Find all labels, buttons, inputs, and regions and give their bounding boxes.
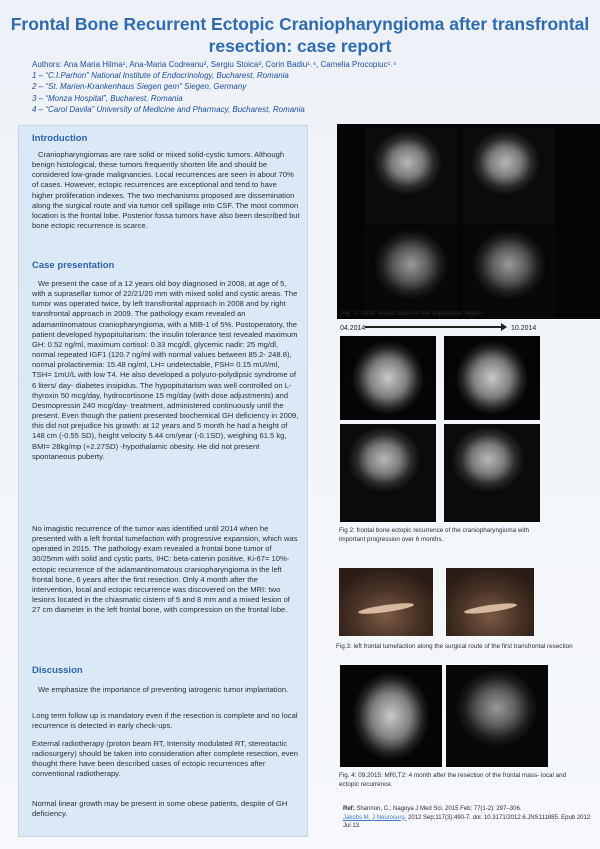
reference-2-text: 2012 Sep;117(3):490-7. doi: 10.3171/2012.6.JNS111885. Epub 2012 Jul 13. [343,814,591,829]
authors-line: Authors: Ana Maria Hilma¹, Ana-Maria Codreanu², Sergiu Stoica³, Corin Badiu¹˒⁴, Camelia Procopiuc¹˒⁴ [32,60,397,69]
mri-sagittal-image [340,424,436,522]
figure-1-panel [337,124,600,319]
affiliation-2: 2 – “St. Marien-Krankenhaus Siegen gem” Siegen, Germany [32,82,247,92]
introduction-text: Craniopharyngiomas are rare solid or mixed solid-cystic tumors. Although benign histological, these tumors frequently shorten life and should be considered low-grade malignancies. Local recurrences are seen in about 70% of cases. However, ectopic recurrences are exceptional and tend to have higher proliferation indexes. The two mechanisms proposed are dissemination along the surgical route and via tumor cell spillage into CSF. The most common location is the frontal lobe. Posterior fossa tumors have also been described but bone ectopic recurrence is scarce. [32,150,300,231]
patient-head-photo [446,568,534,636]
mri-sagittal-image [444,424,540,522]
discussion-paragraph-3: External radiotherapy (proton beam RT, Intensity modulated RT, stereotactic radiosurgery) should be taken into consideration after complete resection, even thought there have been described cases of ectopic recurrences after conventional radiotherapy. [32,739,298,779]
case-paragraph-2: No imagistic recurrence of the tumor was identified until 2014 when he presented with a left frontal tumefaction with progressive expansion, which was operated in 2015. The pathology exam revealed a frontal bone tumor of 30/25mm with solid and cystic parts, IHC: beta-catenin positive, Ki-67= 10%- ectopic recurrence of the adamantinomatous craniopharyngioma in the left frontal bone, 6 years after the first resection. Only 4 month after the intervention, local and ectopic recurrence was discovered on the MRI: two lesions located in the chiasmatic cistern of 5 and 8 mm and a mixed lesion of 27 cm diameter in the left frontal bone, with compression on the frontal lobe. [32,524,298,615]
discussion-paragraph-2: Long term follow up is mandatory even if the resection is complete and no local recurrence is detected in early check-ups. [32,711,298,731]
discussion-paragraph-1: We emphasize the importance of preventing iatrogenic tumor implantation. [38,685,289,694]
references-label: Ref: [343,806,355,812]
mri-sagittal-image [365,128,457,224]
mri-t2-axial-image [340,665,442,767]
figure-3-caption: Fig.3: left frontal tumefaction along the surgical route of the first transfrontal resection [336,643,573,650]
figure-2-caption: Fig 2: frontal bone ectopic recurrence of the craniopharyngioma with important progression over 6 months. [339,527,530,543]
discussion-paragraph-4: Normal linear growth may be present in some obese patients, despite of GH deficiency. [32,799,288,819]
mri-coronal-image [463,226,555,318]
reference-1: Shannon, C.; Nagoya J Med Sci. 2015 Feb; 77(1-2): 297–306. [356,806,522,812]
date-end: 10.2014 [511,325,537,332]
date-start: 04.2014 [340,325,366,332]
introduction-heading: Introduction [32,133,88,144]
title-line-2: resection: case report [208,36,392,56]
figure-1-caption: Fig. 1: 2008- mixed lesion in the suprasellar region [341,310,483,317]
affiliation-4: 4 – “Carol Davila” University of Medicine and Pharmacy, Bucharest, Romania [32,104,305,114]
mri-coronal-image [446,665,548,767]
timeline-arrow [365,326,505,328]
patient-head-photo [339,568,433,636]
mri-axial-image [444,336,540,420]
discussion-heading: Discussion [32,665,83,676]
affiliation-3: 3 – “Monza Hospital”, Bucharest, Romania [32,93,183,103]
affiliation-1: 1 – “C.I.Parhon” National Institute of Endocrinology, Bucharest, Romania [32,71,289,81]
title-line-1: Frontal Bone Recurrent Ectopic Craniopharyngioma after transfrontal [10,14,590,34]
figure-4-caption: Fig. 4: 09.2015: MRI,T2: 4 month after the resection of the frontal mass- local and ectopic recurrence. [339,772,567,788]
mri-axial-image [340,336,436,420]
references [343,805,593,831]
poster-title [10,13,590,57]
case-heading: Case presentation [32,260,115,271]
reference-2-link[interactable]: Jakobs M, J Neurosurg. [343,814,407,821]
mri-coronal-image [365,226,457,318]
authors-block [32,59,592,115]
mri-sagittal-image [463,128,555,224]
case-paragraph-1: We present the case of a 12 years old boy diagnosed in 2008, at age of 5, with a suprasellar tumor of 22/21/20 mm with mixed solid and cystic areas. The tumor was operated twice, by left transfrontal approach in 2008 and by right transfrontal approach in 2009. The pathology exam revealed an adamantinomatous craniopharyngioma, with a MIB-1 of 5%. Postoperatory, the patient developed hypopituitarism: the insulin tolerance test revealed maximum GH: 0.52 ng/ml, maximum cortisol: 0.33 mcg/dl, glycemic nadir: 25 mg/dl, normal repeated IGF1 (120.7 ng/ml with normal values between 85.2- 248.8), normal prolactinemia: 15.48 ng/ml, LH= undetectable, FSH= 0.15 mUI/ml, TSH= 1mU/L with low T4. He also developed a polyuro-polydipsic syndrome of 6 liters/ day- diabetes insipidus. The hypopituitarism was well controlled on L-thyroxin 50 mcg/day, hydrocortisone 15 mg/day (with dose adjustments) and Desmopressin 240 mcg/day- treatment, administered continuously until the present. Even though the patient presented biochemical GH deficiency in 2009, this did not prejudice his growth: at 12 years and 5 month he had a height of 148 cm (-0.55 SD), height velocity 5.44 cm/year (-0.1SD), weighing 61.5 kg, BMI= 28kg/mp (+2.27SD) -hypothalamic obesity. He did not present spontaneous puberty. [32,279,299,461]
